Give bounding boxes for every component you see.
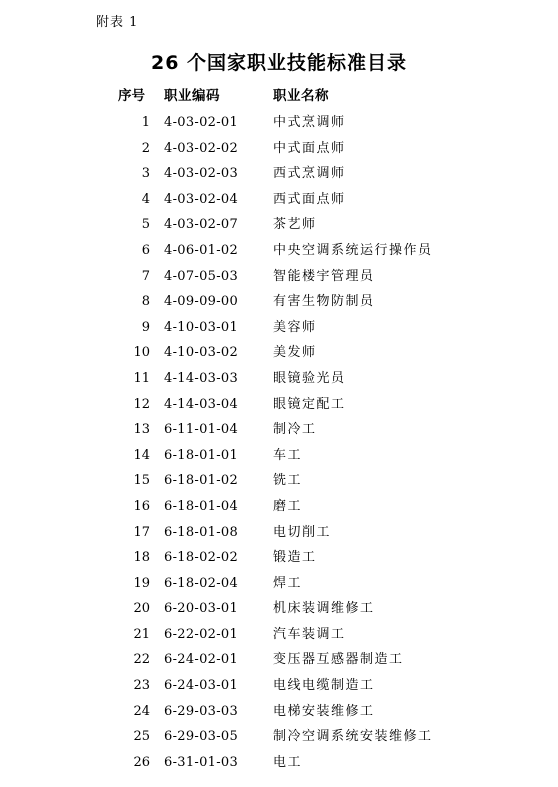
row-number: 21 xyxy=(133,626,150,642)
column-header-code: 职业编码 xyxy=(164,88,220,104)
row-number: 11 xyxy=(133,370,150,386)
row-number: 9 xyxy=(141,319,150,335)
table-row xyxy=(0,417,558,443)
table-row xyxy=(0,212,558,238)
occupation-code: 6-18-01-08 xyxy=(164,524,239,540)
occupation-name: 车工 xyxy=(273,447,303,463)
occupation-code: 6-11-01-04 xyxy=(164,422,239,438)
table-row xyxy=(0,340,558,366)
row-number: 13 xyxy=(133,422,150,438)
occupation-name: 变压器互感器制造工 xyxy=(273,652,404,668)
row-number: 10 xyxy=(133,345,150,361)
row-number: 17 xyxy=(133,524,150,540)
table-row xyxy=(0,110,558,136)
table-row xyxy=(0,136,558,162)
table-header-row xyxy=(0,84,558,108)
row-number: 4 xyxy=(141,191,150,207)
row-number: 16 xyxy=(133,498,150,514)
row-number: 1 xyxy=(141,115,150,130)
row-number: 20 xyxy=(133,601,150,617)
row-number: 15 xyxy=(133,473,150,489)
table-row xyxy=(0,468,558,494)
occupation-name: 机床装调维修工 xyxy=(273,601,375,617)
table-row xyxy=(0,520,558,546)
row-number: 23 xyxy=(133,678,150,694)
column-header-name: 职业名称 xyxy=(273,88,329,104)
occupation-name: 眼镜定配工 xyxy=(273,396,346,412)
occupation-name: 眼镜验光员 xyxy=(273,370,346,386)
document-title: 26 个国家职业技能标准目录 xyxy=(150,52,408,74)
row-number: 14 xyxy=(133,447,150,463)
occupation-name: 焊工 xyxy=(273,575,303,591)
occupation-code: 4-14-03-03 xyxy=(164,370,239,386)
occupation-code: 6-22-02-01 xyxy=(164,626,239,642)
occupation-code: 4-03-02-02 xyxy=(164,140,239,156)
occupation-name: 制冷空调系统安装维修工 xyxy=(273,729,433,745)
table-row xyxy=(0,647,558,673)
occupation-code: 4-03-02-07 xyxy=(164,217,239,233)
table-row xyxy=(0,545,558,571)
occupation-name: 电工 xyxy=(273,754,303,770)
occupation-name: 美发师 xyxy=(273,345,317,361)
occupation-name: 电梯安装维修工 xyxy=(273,703,375,719)
occupation-code: 6-24-03-01 xyxy=(164,678,239,694)
occupation-name: 中式烹调师 xyxy=(273,115,346,130)
occupation-name: 有害生物防制员 xyxy=(273,294,375,310)
table-row xyxy=(0,289,558,315)
occupation-code: 6-18-02-02 xyxy=(164,550,239,566)
occupation-code: 4-09-09-00 xyxy=(164,294,239,310)
occupation-name: 西式面点师 xyxy=(273,191,346,207)
occupation-name: 茶艺师 xyxy=(273,217,317,233)
table-row xyxy=(0,161,558,187)
occupation-name: 中式面点师 xyxy=(273,140,346,156)
occupation-code: 4-10-03-02 xyxy=(164,345,239,361)
occupation-code: 4-03-02-04 xyxy=(164,191,239,207)
row-number: 22 xyxy=(133,652,150,668)
occupation-code: 4-07-05-03 xyxy=(164,268,239,284)
row-number: 25 xyxy=(133,729,150,745)
table-row xyxy=(0,596,558,622)
table-row xyxy=(0,315,558,341)
row-number: 8 xyxy=(141,294,150,310)
table-row xyxy=(0,264,558,290)
row-number: 12 xyxy=(133,396,150,412)
occupation-name: 中央空调系统运行操作员 xyxy=(273,242,433,258)
table-body xyxy=(0,110,558,775)
occupation-code: 4-03-02-03 xyxy=(164,166,239,182)
table-row xyxy=(0,673,558,699)
occupation-name: 电切削工 xyxy=(273,524,332,540)
row-number: 5 xyxy=(141,217,150,233)
occupation-name: 智能楼宇管理员 xyxy=(273,268,375,284)
occupation-name: 锻造工 xyxy=(273,550,317,566)
row-number: 6 xyxy=(141,242,150,258)
occupation-code: 6-18-01-02 xyxy=(164,473,239,489)
occupation-code: 4-06-01-02 xyxy=(164,242,239,258)
table-row xyxy=(0,494,558,520)
row-number: 24 xyxy=(133,703,150,719)
occupation-name: 磨工 xyxy=(273,498,303,514)
row-number: 19 xyxy=(133,575,150,591)
occupation-standards-table xyxy=(0,84,558,775)
occupation-code: 6-18-01-01 xyxy=(164,447,239,463)
occupation-name: 铣工 xyxy=(273,473,303,489)
table-row xyxy=(0,699,558,725)
table-row xyxy=(0,238,558,264)
occupation-code: 6-24-02-01 xyxy=(164,652,239,668)
row-number: 26 xyxy=(133,754,150,770)
occupation-name: 制冷工 xyxy=(273,422,317,438)
occupation-code: 6-20-03-01 xyxy=(164,601,239,617)
table-row xyxy=(0,622,558,648)
table-row xyxy=(0,750,558,776)
table-row xyxy=(0,571,558,597)
occupation-name: 汽车装调工 xyxy=(273,626,346,642)
occupation-code: 6-29-03-05 xyxy=(164,729,239,745)
row-number: 2 xyxy=(141,140,150,156)
table-row xyxy=(0,392,558,418)
occupation-name: 西式烹调师 xyxy=(273,166,346,182)
occupation-code: 4-03-02-01 xyxy=(164,115,239,130)
row-number: 18 xyxy=(133,550,150,566)
occupation-code: 6-18-01-04 xyxy=(164,498,239,514)
occupation-code: 6-18-02-04 xyxy=(164,575,239,591)
table-row xyxy=(0,366,558,392)
occupation-name: 美容师 xyxy=(273,319,317,335)
table-row xyxy=(0,187,558,213)
row-number: 7 xyxy=(141,268,150,284)
table-row xyxy=(0,724,558,750)
column-header-no: 序号 xyxy=(118,88,145,104)
occupation-code: 4-10-03-01 xyxy=(164,319,239,335)
annex-label: 附表 1 xyxy=(96,15,139,30)
occupation-name: 电线电缆制造工 xyxy=(273,678,375,694)
occupation-code: 6-31-01-03 xyxy=(164,754,239,770)
table-row xyxy=(0,443,558,469)
occupation-code: 6-29-03-03 xyxy=(164,703,239,719)
occupation-code: 4-14-03-04 xyxy=(164,396,239,412)
row-number: 3 xyxy=(141,166,150,182)
